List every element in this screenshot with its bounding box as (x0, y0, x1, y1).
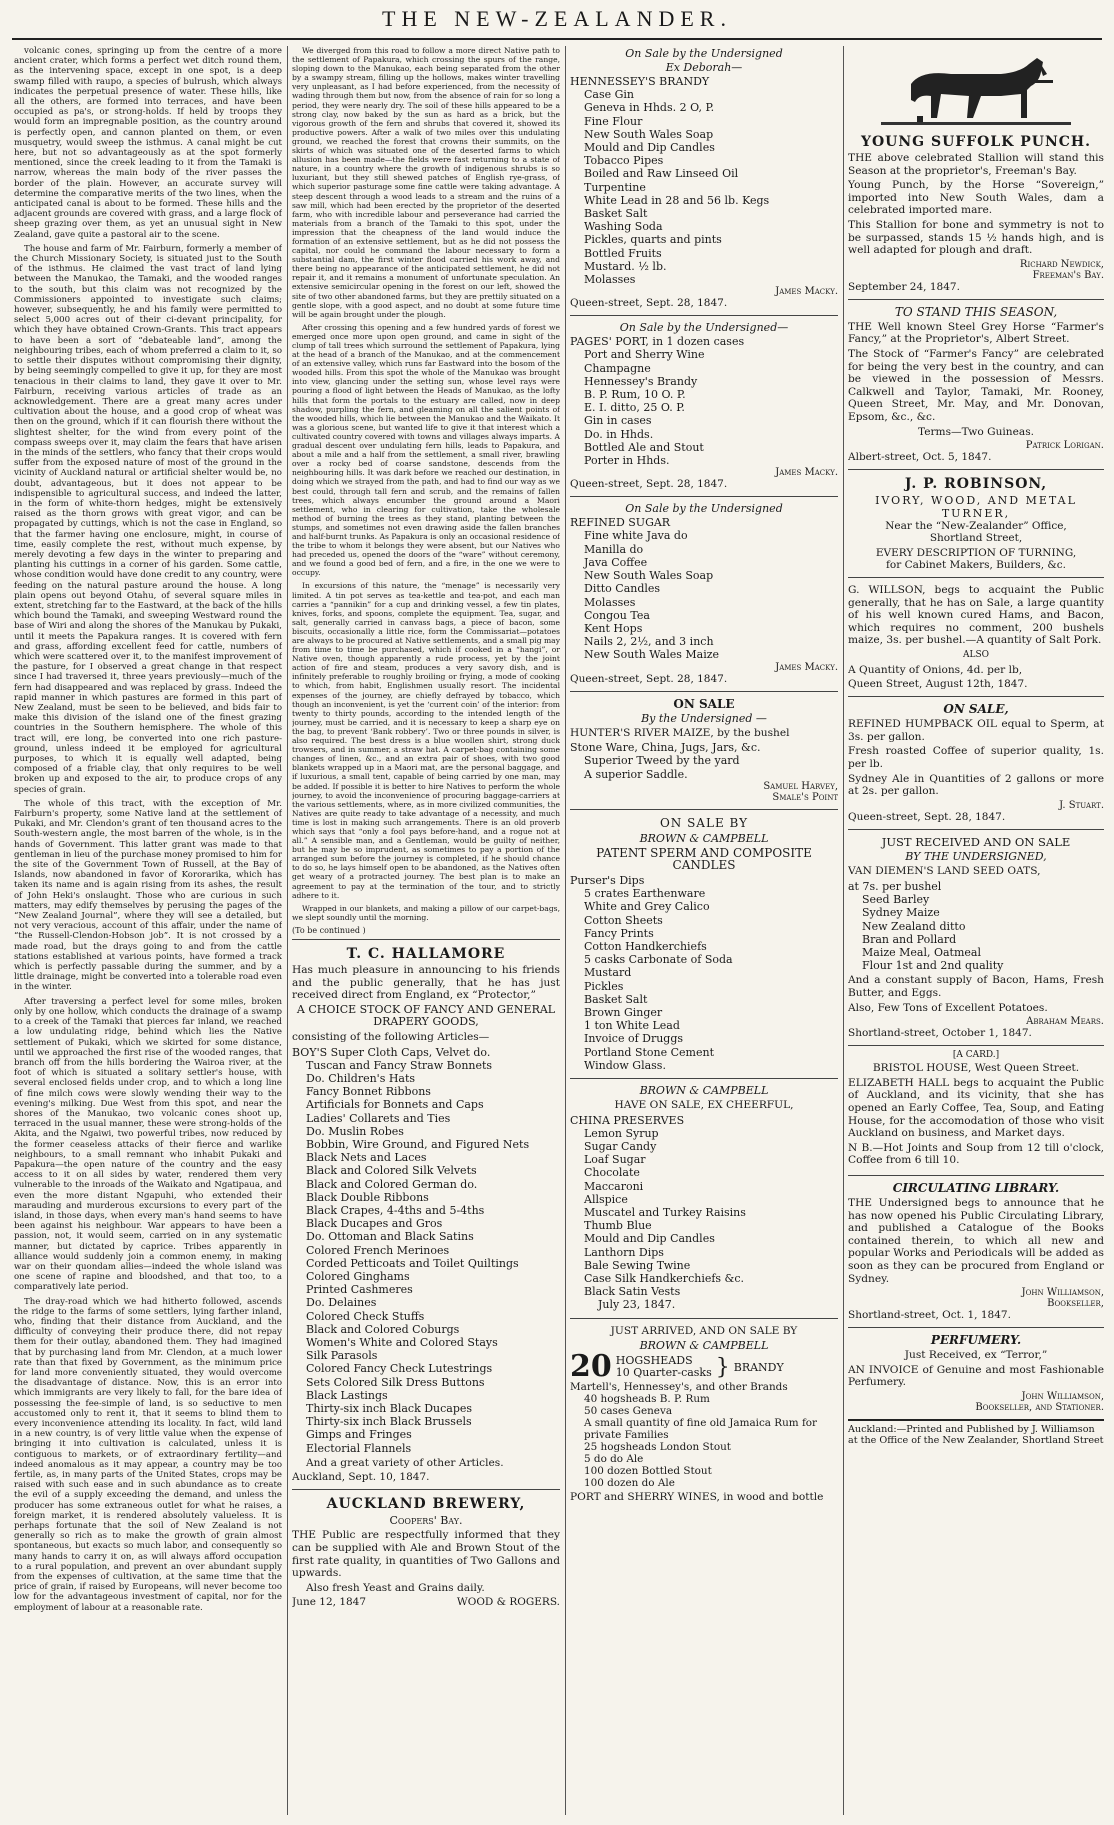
list-item: 25 hogsheads London Stout (584, 1441, 731, 1454)
list-item: Mustard (584, 966, 632, 980)
ad-signature: J. Stuart. (1059, 799, 1104, 811)
list-item: REFINED SUGAR (570, 516, 671, 530)
item-list (570, 335, 838, 467)
list-item: Flour 1st and 2nd quality (862, 959, 1004, 973)
ad-date: Auckland, Sept. 10, 1847. (292, 1471, 430, 1484)
list-item: Case Gin (584, 88, 635, 102)
list-item: HENNESSEY'S BRANDY (570, 75, 710, 88)
list-item: Electorial Flannels (306, 1441, 412, 1455)
list-item: Fine Flour (584, 114, 643, 128)
list-item: Maccaroni (584, 1179, 644, 1193)
list-item: Gimps and Fringes (306, 1428, 412, 1442)
brandy-quantity: 20 (570, 1349, 612, 1385)
brown-campbell-candles-ad (570, 810, 838, 1079)
list-item: 50 cases Geneva (584, 1405, 673, 1418)
ad-signature: John Williamson, (1021, 1390, 1104, 1402)
list-item: Stone Ware, China, Jugs, Jars, &c. (570, 741, 761, 755)
ad-subtitle: BY THE UNDERSIGNED, (905, 850, 1047, 864)
ad-subtitle: By the Undersigned — (641, 711, 767, 725)
ad-signature: John Williamson, (1021, 1287, 1104, 1299)
item-list (570, 516, 838, 661)
ad-line: IVORY, WOOD, AND METAL (875, 494, 1077, 508)
article-paragraph: After traversing a perfect level for some miles, broken only by one hollow, which conducts the drainage of a swamp to a creek of the Tamaki that pierces far inland, we reached a low undulating ridge, behind which lies the Native settlement of Pukaki, which we skirted for some distance, until we approached the first rise of the wooded ranges, that branch off from the hills bordering the Wairoa river, at the foot of which is situated a solitary settler's house, with several enclosed fields under crop, and to which a long line of fine milch cows were slowly wending their way to the evening's milking. Due West from this spot, and near the shores of the Manukao, two volcanic cones shoot up, terraced in the usual manner, these were strong-holds of the Akita, and the Ngaiwi, two powerful tribes, now reduced by the former ceaseless attacks of their fierce and warlike neighbours, to a small remnant who inhabit Pukaki and Papakura—the open nature of the country and the easy access to it on all sides by water, rendered them very vulnerable to the inroads of the Waikato and Ngatipaua, and even the more distant Ngapuhi, who extended their marauding and murderous excursions to every part of the island, in those days, when every man's hand seems to have been against his neighbour. War appears to have been a passion, not, it would seem, carried on in any systematic manner, but dictated by caprice. Tribes apparently in alliance would suddenly join a common enemy, in making war on their quondam allies—indeed the whole island was one scene of rapine and bloodshed, and that too, to a comparatively late period. (14, 996, 282, 1293)
ad-signature: Samuel Harvey, (763, 780, 838, 792)
ad-also: ALSO (962, 650, 990, 661)
ad-date: Queen Street, August 12th, 1847. (848, 678, 1028, 691)
ad-date: Albert-street, Oct. 5, 1847. (848, 451, 992, 464)
list-item: A superior Saddle. (584, 767, 688, 781)
ad-title: AUCKLAND BREWERY, (326, 1496, 526, 1513)
ad-title: T. C. HALLAMORE (346, 946, 506, 962)
ad-body: THE above celebrated Stallion will stand this Season at the proprietor's, Freeman's Bay. (848, 152, 1104, 177)
list-item: Allspice (584, 1192, 628, 1206)
ad-signature: WOOD & ROGERS. (456, 1596, 560, 1609)
ad-yeast: Also fresh Yeast and Grains daily. (306, 1581, 485, 1594)
list-item: Artificials for Bonnets and Caps (306, 1098, 484, 1112)
column-divider (843, 46, 844, 1815)
hallamore-ad (292, 940, 560, 1490)
column-divider (565, 46, 566, 1815)
quarter-casks: 10 Quarter-casks (615, 1366, 712, 1380)
article-paragraph: In excursions of this nature, the “menage” is necessarily very limited. A tin pot serves as tea-kettle and tea-pot, and each man carries a “pannikin” for a cup and drinking vessel, a few tin plates, knives, forks, and spoons, complete the equipment. Tea, sugar, and salt, generally carried in canvass bags, a piece of bacon, some biscuits, occasionally a little rice, form the Commissariat—potatoes are always to be procured at Native settlements, and a small pig may from time to time be purchased, which if cooked in a “hangi”, or Native oven, though apparently a rude process, yet by the joint action of fire and steam, produces a very savory dish, and is infinitely preferable to roughly broiling or frying, a mode of cooking to which, from habit, Englishmen usually resort. The incidental expenses of the journey, are chiefly defrayed by tobacco, which though an inconvenient, is yet the ‘current coin’ of the interior: from twenty to thirty pounds, according to the intended length of the journey, must be carried, and it is necessary to keep a sharp eye on the bag, to prevent ‘Bank robbery’. Two or three pounds in silver, is also required. The best dress is a blue woollen shirt, strong duck trowsers, and in summer, a straw hat. A carpet-bag containing some changes of linen, &c., and an extra pair of shoes, with two good blankets wrapped up in a Maori mat, are the personal baggage, and if luxurious, a small tent, capable of being carried by one man, may be added. If possible it is better to hire Natives to perform the whole journey, to avoid the inconvenience of procuring baggage-carriers at the various settlements, where, as in more civilized communities, the Natives are quite ready to take advantage of a necessity, and much time is lost in making such arrangements. There is an old proverb which says that “only a fool pays before-hand, and a rogue not at all.” A sensible man, and a Gentleman, would be guilty of neither, but he may be so imprudent, as sometimes to pay a portion of the arranged sum before the journey is completed, if he should chance to do so, he lays himself open to be abandoned, as the Natives often get weary of a protracted journey. The best plan is to make an agreement to pay at the termination of the tour, and to strictly adhere to it. (292, 581, 560, 900)
item-list (570, 1114, 838, 1299)
ad-intro: Has much pleasure in announcing to his friends and the public generally, that he has just received direct from England, ex “Protector,” (292, 964, 560, 1002)
list-item: Bale Sewing Twine (584, 1258, 691, 1272)
ad-body: REFINED HUMPBACK OIL equal to Sperm, at 3s. per gallon. (848, 718, 1104, 743)
brown-campbell-brandy-ad (570, 1319, 838, 1512)
ad-body: N B.—Hot Joints and Soup from 12 till o'clock, Coffee from 6 till 10. (848, 1141, 1104, 1167)
list-item: Black Nets and Laces (306, 1151, 427, 1165)
bristol-house-ad (848, 1046, 1104, 1176)
list-item: Bran and Pollard (862, 932, 957, 946)
list-item: at 7s. per bushel (848, 880, 942, 893)
list-item: Geneva in Hhds. 2 O, P. (584, 101, 715, 115)
list-item: Bobbin, Wire Ground, and Figured Nets (306, 1137, 530, 1151)
article-continuation (292, 46, 560, 935)
list-item: PAGES' PORT, in 1 dozen cases (570, 335, 745, 349)
ad-heading: VAN DIEMEN'S LAND SEED OATS, (848, 865, 1041, 878)
list-item: Purser's Dips (570, 873, 645, 887)
ad-consisting: consisting of the following Articles— (292, 1030, 490, 1043)
list-item: Pickles, quarts and pints (584, 233, 722, 247)
ad-subtitle: On Sale by the Undersigned— (619, 321, 789, 335)
list-item: Basket Salt (584, 207, 648, 221)
list-item: Port and Sherry Wine (584, 348, 705, 362)
list-item: Fancy Bonnet Ribbons (306, 1085, 431, 1099)
ad-title: YOUNG SUFFOLK PUNCH. (860, 134, 1092, 150)
list-item: Tobacco Pipes (584, 154, 664, 168)
list-item: Sets Colored Silk Dress Buttons (306, 1375, 485, 1389)
ad-signature: Patrick Lorigan. (1025, 440, 1104, 452)
list-item: Fine white Java do (584, 529, 688, 543)
list-item: Women's White and Colored Stays (306, 1336, 498, 1350)
item-list (570, 1381, 838, 1489)
list-item: Cotton Sheets (584, 913, 663, 927)
article-paragraph: Wrapped in our blankets, and making a pillow of our carpet-bags, we slept soundly until the morning. (292, 903, 560, 922)
list-item: White Lead in 28 and 56 lb. Kegs (584, 193, 770, 207)
ad-signature: James Macky. (775, 661, 838, 673)
ad-title: PERFUMERY. (930, 1333, 1022, 1348)
list-item: Porter in Hhds. (584, 454, 670, 468)
ad-body: Sydney Ale in Quantities of 2 gallons or more at 2s. per gallon. (848, 772, 1104, 798)
ad-title: J. P. ROBINSON, (904, 476, 1048, 493)
article-paragraph: After crossing this opening and a few hundred yards of forest we emerged once more upon open ground, and came in sight of the clump of tall trees which surround the settlement of Papakura, lying at the head of a branch of the Manukao, and at the commencement of an extensive valley, which runs far Eastward into the bosom of the wooded hills. From this spot the whole of the Manukao was brought into view, glancing under the setting sun, whose level rays were pouring a flood of light between the Heads of Manukao, as the lofty hills that form the portals to the estuary are called, now in deep shadow, purpling the fern, and gleaming on all the salient points of the wooded hills, which lie between the Manukao and the Waikato. It was a glorious scene, but wanted life to give it that interest which a cultivated country covered with towns and villages always imparts. A gradual descent over undulating fern hills, leads to Papakura, and about a mile and a half from the settlement, a small river, brawling over a rocky bed of coarse sandstone, descends from the neighbouring hills. It was dark before we reached our destination, in doing which we strayed from the path, and had to find our way as we best could, through tall fern and scrub, and the remains of fallen trees, which always encumber the ground around a Maori settlement, who in clearing for cultivation, take the wholesale method of burning the trees as they stand, planting between the stumps, and sometimes not even drawing aside the fallen branches and half-burnt trunks. As Papakura is only an occasional residence of the tribe to whom it belongs they were absent, but our Natives who had preceded us, opened the doors of the “ware” without ceremony, and we found a good bed of fern, and a fire, in the one we were to occupy. (292, 322, 560, 578)
list-item: Gin in cases (584, 414, 652, 428)
list-item: 5 casks Carbonate of Soda (584, 953, 733, 967)
article-paragraph: volcanic cones, springing up from the centre of a more ancient crater, which forms a perfect wet ditch round them, as the intervening space, except in one spot, is a deep swamp filled with raupo, a species of bulrush, which always indicates the perpetual presence of water. These hills, like all the others, are formed into terraces, and have been occupied as pa's, or strong-holds. If held by troops they would form an impregnable position, as the country around is perfectly open, and cannon planted on them, or even musquetry, would sweep the isthmus. A canal might be cut here, but not so advantageously as at the spot formerly mentioned, since the creek leading to it from the Tamaki is narrow, whereas the main body of the river passes the border of the plain. However, an accurate survey will determine the comparative merits of the two lines, when the anticipated canal is about to be formed. These hills and the adjacent grounds are covered with grass, and a large flock of sheep grazing over them, as yet an unusual sight in New Zealand, gave quite a pastoral air to the scene. (14, 46, 282, 240)
horse-illustration (881, 52, 1071, 130)
list-item: E. I. ditto, 25 O. P. (584, 401, 685, 415)
list-item: Do. Children's Hats (306, 1071, 416, 1085)
ad-date: Shortland-street, October 1, 1847. (848, 1027, 1032, 1040)
ad-signature: James Macky. (775, 286, 838, 298)
ad-closing: And a great variety of other Articles. (306, 1456, 504, 1469)
list-item: Basket Salt (584, 992, 648, 1006)
list-item: Superior Tweed by the yard (584, 754, 740, 768)
list-item: Molasses (584, 595, 636, 609)
list-item: Black Satin Vests (584, 1285, 681, 1299)
ad-subtitle: BROWN & CAMPBELL (639, 1083, 769, 1097)
list-item: Java Coffee (584, 555, 648, 569)
list-item: Congou Tea (584, 608, 650, 622)
ad-title: BRISTOL HOUSE, West Queen Street. (872, 1062, 1080, 1075)
ad-body: Fresh roasted Coffee of superior quality, 1s. per lb. (848, 745, 1104, 771)
list-item: Washing Soda (584, 220, 663, 234)
list-item: Mustard. ½ lb. (584, 259, 667, 273)
list-item: Silk Parasols (306, 1349, 378, 1363)
ad-subtitle: On Sale by the Undersigned (625, 47, 783, 60)
list-item: Black Double Ribbons (306, 1190, 429, 1204)
list-item: Loaf Sugar (584, 1153, 646, 1167)
humpback-oil-ad (848, 697, 1104, 830)
ad-signature: Richard Newdick, (1019, 258, 1104, 270)
list-item: Colored Check Stuffs (306, 1309, 425, 1323)
sugar-ad (570, 497, 838, 691)
list-item: Fancy Prints (584, 926, 654, 940)
brandy-line: 20 HOGSHEADS 10 Quarter-casks } BRANDY (570, 1349, 784, 1385)
list-item: Ladies' Collarets and Ties (306, 1111, 451, 1125)
list-item: 5 do do Ale (584, 1453, 644, 1466)
ad-title: ON SALE (673, 696, 735, 711)
list-item: Chocolate (584, 1166, 640, 1180)
list-item: Champagne (584, 361, 651, 375)
ad-body: The Stock of “Farmer's Fancy” are celebrated for being the very best in the country, and can be viewed in the possession of Messrs. Calkwell and Taylor, Tamaki, Mr. Rooney, Queen Street, Mr. May, and Mr. Donovan, Epsom, &c., &c. (848, 347, 1104, 423)
ad-date: July 23, 1847. (598, 1298, 676, 1312)
ad-subtitle: Ex Deborah— (665, 61, 743, 74)
ad-column-3 (570, 46, 838, 1815)
brandy-label: BRANDY (733, 1360, 784, 1374)
ad-terms: Terms—Two Guineas. (917, 425, 1035, 438)
ad-body: G. WILLSON, begs to acquaint the Public generally, that he has on Sale, a large quantity of his well known cured Hams, and Bacon, which requires no comment, 200 bushels maize, 3s. per bushel.—A quantity of Salt Pork. (848, 584, 1104, 647)
ad-body: HUNTER'S RIVER MAIZE, by the bushel (570, 726, 790, 739)
list-item: Pickles (584, 979, 624, 993)
pages-port-ad (570, 316, 838, 497)
ad-body: THE Public are respectfully informed that they can be supplied with Ale and Brown Stout of the first rate quality, in quantities of Two Gallons and upwards. (292, 1529, 560, 1580)
seed-oats-ad (848, 830, 1104, 1046)
list-item: Lemon Syrup (584, 1126, 659, 1140)
list-item: Mould and Dip Candles (584, 1232, 715, 1246)
ad-closing: PORT and SHERRY WINES, in wood and bottle (570, 1491, 824, 1504)
list-item: Turpentine (584, 180, 646, 194)
list-item: Brown Ginger (584, 1005, 663, 1019)
list-item: Colored Fancy Check Lutestrings (306, 1362, 493, 1376)
ad-body: AN INVOICE of Genuine and most Fashionable Perfumery. (848, 1363, 1104, 1389)
list-item: Bottled Fruits (584, 246, 662, 260)
list-item: Black and Colored Silk Velvets (306, 1164, 477, 1178)
list-item: White and Grey Calico (584, 900, 710, 914)
ad-date: June 12, 1847 (292, 1596, 367, 1609)
item-list (848, 880, 1104, 972)
hogsheads: HOGSHEADS (615, 1354, 693, 1368)
ad-heading: HAVE ON SALE, EX CHEERFUL, (614, 1098, 794, 1111)
item-list (292, 1046, 560, 1455)
list-item: Printed Cashmeres (306, 1283, 413, 1297)
list-item: Mould and Dip Candles (584, 141, 715, 155)
ad-body: Young Punch, by the Horse “Sovereign,” imported into New South Wales, dam a celebrated imported mare. (848, 179, 1104, 217)
ad-role: Bookseller, (1047, 1298, 1104, 1310)
maize-ad (570, 692, 838, 810)
list-item: Sugar Candy (584, 1139, 657, 1153)
list-item: Seed Barley (862, 893, 930, 907)
list-item: Muscatel and Turkey Raisins (584, 1205, 746, 1219)
ad-subtitle: BROWN & CAMPBELL (639, 1339, 769, 1353)
list-item: Boiled and Raw Linseed Oil (584, 167, 739, 181)
list-item: Manilla do (584, 542, 644, 556)
imprint-footer: Auckland:—Printed and Published by J. Williamson at the Office of the New Zealander, Shortland Street (848, 1419, 1104, 1446)
list-item: Thumb Blue (584, 1219, 652, 1233)
ad-role: Bookseller, and Stationer. (975, 1401, 1104, 1413)
list-item: Do. Delaines (306, 1296, 377, 1310)
ad-date: Queen-street, Sept. 28, 1847. (848, 810, 1006, 823)
ad-title: CIRCULATING LIBRARY. (892, 1180, 1060, 1195)
ad-title: TO STAND THIS SEASON, (894, 304, 1058, 319)
ad-subtitle: Coopers' Bay. (389, 1514, 463, 1528)
list-item: New Zealand ditto (862, 919, 966, 933)
ad-date: Queen-street, Sept. 28, 1847. (570, 478, 728, 491)
ad-body: THE Well known Steel Grey Horse “Farmer's Fancy,” at the Proprietor's, Albert Street. (848, 320, 1104, 346)
list-item: Colored Ginghams (306, 1270, 410, 1284)
ad-subtitle: BROWN & CAMPBELL (639, 831, 769, 845)
willson-ad (848, 578, 1104, 697)
ad-subtitle: On Sale by the Undersigned (625, 502, 783, 516)
list-item: Kent Hops (584, 621, 643, 635)
ad-line: TURNER, (941, 507, 1011, 521)
ad-body: Also, Few Tons of Excellent Potatoes. (848, 1001, 1048, 1014)
list-item: Nails 2, 2½, and 3 inch (584, 635, 714, 649)
masthead-rule (12, 38, 1102, 40)
list-item: Martell's, Hennessey's, and other Brands (570, 1381, 788, 1394)
list-item: Cotton Handkerchiefs (584, 939, 707, 953)
masthead: THE NEW-ZEALANDER. (382, 6, 732, 31)
list-item: Corded Petticoats and Toilet Quiltings (306, 1256, 519, 1270)
list-item: Ditto Candles (584, 582, 661, 596)
ad-title: JUST RECEIVED AND ON SALE (881, 834, 1071, 849)
list-item: Portland Stone Cement (584, 1045, 714, 1059)
list-item: Invoice of Druggs (584, 1032, 684, 1046)
article-paragraph: The dray-road which we had hitherto followed, ascends the ridge to the farms of some settlers, lying farther inland, who, finding that their distance from Auckland, and the difficulty of conveying their produce there, did not repay them for their outlay, abandoned them. They had imagined that by purchasing land from Mr. Clendon, at a much lower rate than that fixed by Government, as the minimum price for land more conveniently situated, they would overcome the disadvantage of distance. Now, this is an error into which immigrants are very likely to fall, for the bare idea of possessing the fee-simple of land, is so seductive to men accustomed only to rent it, that it seems to blind them to every inconvenience attending its locality. In fact, wild land in a new country, is of very little value when the expense of bringing it into cultivation is calculated, unless it is contiguous to markets, or of extraordinary fertility—and indeed anomalous as it may appear, a country may be too fertile, as, in many parts of the United States, crops may be raised with such ease and in such abundance as to create the evil of a supply exceeding the demand, and unless the producer has some extraneous outlet for what he raises, a foreign market, it is rendered absolutely valueless. It is perhaps fortunate that the soil of New Zealand is not generally so rich as to make the growth of grain almost spontaneous, but exacts so much labor, and consequently so many hands to carry it on, as will always afford occupation to a rural population, and prevent an over abundant supply from the expenses of cultivation, at the same time that the price of grain, if raised by Europeans, will never become too low for the advantageous investment of capital, nor for the employment of labour at a reasonable rate. (14, 1296, 282, 1613)
ad-date: Queen-street, Sept. 28, 1847. (570, 672, 728, 685)
ad-date: Shortland-street, Oct. 1, 1847. (848, 1309, 1011, 1322)
list-item: Hennessey's Brandy (584, 374, 698, 388)
list-item: Black Ducapes and Gros (306, 1217, 443, 1231)
list-item: Thirty-six inch Black Brussels (306, 1415, 472, 1429)
deborah-ad (570, 47, 838, 316)
item-list (570, 75, 838, 286)
ad-body: ELIZABETH HALL begs to acquaint the Public of Auckland, and its vicinity, that she has opened an Early Coffee, Tea, Soup, and Eating House, for the accomodation of those who visit Auckland on business, and Market days. (848, 1076, 1104, 1140)
column-divider (287, 46, 288, 1815)
list-item: Do. in Hhds. (584, 427, 654, 441)
list-item: Maize Meal, Oatmeal (862, 946, 981, 960)
ad-body: A Quantity of Onions, 4d. per lb, (848, 663, 1023, 676)
article-paragraph: We diverged from this road to follow a more direct Native path to the settlement of Papakura, which crossing the spurs of the range, sloping down to the Manukao, each being separated from the other by a swampy stream, filling up the hollows, makes winter travelling very unpleasant, as I had before experienced, from the necessity of wading through them but now, from the absence of rain for so long a period, they were nearly dry. The soil of these hills appeared to be a strong clay, now baked by the sun as hard as a brick, but the vigorous growth of the fern and shrubs that covered it, showed its productive powers. After a walk of two miles over this undulating ground, we reached the forest that crowns their summits, on the skirts of which was situated one of the deserted farms to which allusion has been made—the fields were fast returning to a state of nature, in a country where the growth of indigenous shrubs is so luxuriant, but they still shewed patches of English rye-grass, of which superior pasturage some fine cattle were taking advantage. A steep descent through a wood leads to a stream and the ruins of a saw mill, which had been erected by the proprietor of the deserted farm, who with incredible labour and perseverance had carried the materials from a branch of the Tamaki to this spot, under the impression that the cheapness of the land would induce the formation of an extensive settlement, but as he did not possess the capital, nor could he command the labour necessary to form a substantial dam, the first winter flood carried his work away, and there being no appearance of the anticipated settlement, he did not repair it, and it remains a monument of unfortunate speculation. An extensive semicircular opening in the forest on our left, showed the site of two other abandoned farms, but they are prettily situated on a gentle slope, with a good aspect, and no doubt at some future time will be again brought under the plough. (292, 46, 560, 319)
ad-column-4 (848, 46, 1104, 1815)
ad-signature: Abraham Mears. (1026, 1016, 1104, 1028)
list-item: Do. Ottoman and Black Satins (306, 1230, 474, 1244)
to-be-continued: (To be continued ) (292, 925, 366, 935)
ad-body: And a constant supply of Bacon, Hams, Fresh Butter, and Eggs. (848, 974, 1104, 1000)
list-item: Black and Colored German do. (306, 1177, 478, 1191)
item-list (570, 741, 838, 781)
article-column-2 (292, 46, 560, 1815)
ad-line: EVERY DESCRIPTION OF TURNING, (875, 547, 1077, 560)
ad-line: Near the “New-Zealander” Office, (885, 520, 1067, 533)
list-item: New South Wales Maize (584, 648, 720, 662)
brown-campbell-cheerful-ad (570, 1079, 838, 1319)
article-paragraph: The house and farm of Mr. Fairburn, formerly a member of the Church Missionary Society, is situated just to the South of the isthmus. He claimed the vast tract of land lying between the Manukao, the Tamaki, and the wooded ranges to the south, but this claim was not recognized by the Commissioners appointed to investigate such claims; however, subsequently, he and his family were permitted to select 5,000 acres out of their ci-devant principality, for which they have obtained Crown-Grants. This tract appears to have been a sort of “debateable land”, among the neighbouring tribes, each of whom preferred a claim to it, so to settle their disputes without compromising their dignity, by being seemingly compelled to give it up, for they are most tenacious in their claims to land, they gave it over to Mr. Fairburn, receiving various articles of trade as an acknowledgement. There are a great many acres under cultivation about the house, and a good crop of wheat was then on the ground, which if it can flourish there without the slightest shelter, for the wind from every point of the compass sweeps over it, may claim the fears that have arisen in the minds of the settlers, who fancy that their crops would suffer from the exposed nature of most of the ground in the vicinity of Auckland natural or artificial shelter would be, no doubt, advantageous, but it does not appear to be indispensible to agricultural success, and indeed the latter, in the form of white-thorn hedges, might be extensively raised as the thorn grows with great vigor, and can be propagated by cuttings, which is not the case in England, so that the farmer having one enclosure, might, in course of time, easily complete the rest, without much expense, by merely devoting a few days in the winter to preparing and planting his cuttings in a corner of his garden. Some cattle, whose condition would have done credit to any country, were feeding on the natural pasture around the house. A long plain opens out beyond Otahu, of several square miles in extent, stretching far to the Eastward, at the back of the hills which bound the Tamaki, and sweeping Westward round the base of Wiri and along the shores of the Manukau by Pukaki, until it meets the Papakura ranges. It is covered with fern and grass, affording excellent feed for cattle, numbers of which were scattered over it, to the manifest improvement of the pasture, for I observed a great change in that respect since I had traversed it, three years previously—much of the fern had disappeared and was replaced by grass. Indeed the rapid manner in which pastures are formed in this part of New Zealand, must be seen to be believed, and bids fair to make this division of the island one of the finest grazing countries in the Southern hemisphere. The whole of this tract will, ere long, be converted into one rich pasture-ground, unless indeed it be employed for agricultural purposes, to which it is equally well adapted, being composed of a friable clay, that only requires to be well broken up and exposed to the air, to produce crops of any species of grain. (14, 243, 282, 795)
ad-heading: PATENT SPERM AND COMPOSITE CANDLES (596, 845, 812, 873)
list-item: 100 dozen Bottled Stout (584, 1465, 712, 1478)
ad-title: JUST ARRIVED, AND ON SALE BY (610, 1324, 798, 1337)
list-item: New South Wales Soap (584, 569, 714, 583)
article-column-1 (14, 46, 282, 1815)
perfumery-ad (848, 1328, 1104, 1419)
list-item: Thirty-six inch Black Ducapes (306, 1402, 473, 1416)
ad-body: This Stallion for bone and symmetry is not to be surpassed, stands 15 ½ hands high, and is well adapted for plough and draft. (848, 218, 1104, 257)
article-paragraph: The whole of this tract, with the exception of Mr. Fairburn's property, some Native land at the settlement of Pukaki, and Mr. Clendon's grant of ten thousand acres to the South-western angle, the most barren of the whole, is in the hands of Government. This latter grant was made to that gentleman in lieu of the purchase money promised to him for the site of the Government Town of Russell, at the Bay of Islands, now abandoned in favor of Kororarika, which has taken its name and is again rising from its ashes, the result of John Heki's onslaught. Those who are curious in such matters, may edify themselves by perusing the pages of the “New Zealand Journal”, where they will see a detailed, but not very veracious, account of this affair, under the name of “the Russell-Clendon-Hobson job”. It is not crossed by a made road, but the drays going to and from the cattle stations established at various points, have formed a track which is perfectly passable during the summer, and by a little drainage, might be converted into a tolerable road even in the winter. (14, 798, 282, 993)
list-item: 100 dozen do Ale (584, 1477, 675, 1490)
ad-title: ON SALE BY (659, 815, 749, 830)
ad-title: ON SALE, (943, 702, 1009, 717)
list-item: A small quantity of fine old Jamaica Rum for private Families (584, 1417, 818, 1442)
list-item: Bottled Ale and Stout (584, 440, 704, 454)
ad-signature: James Macky. (775, 467, 838, 479)
list-item: New South Wales Soap (584, 127, 714, 141)
list-item: Black Lastings (306, 1388, 388, 1402)
list-item: Window Glass. (584, 1058, 666, 1072)
list-item: Lanthorn Dips (584, 1245, 664, 1259)
brewery-ad (292, 1490, 560, 1614)
list-item: B. P. Rum, 10 O. P. (584, 388, 686, 402)
list-item: 5 crates Earthenware (584, 887, 706, 901)
list-item: Molasses (584, 273, 636, 287)
list-item: 40 hogsheads B. P. Rum (584, 1393, 710, 1406)
suffolk-ad (848, 52, 1104, 300)
list-item: Black Crapes, 4-4ths and 5-4ths (306, 1204, 485, 1217)
list-item: Sydney Maize (862, 906, 940, 920)
list-item: Do. Muslin Robes (306, 1124, 404, 1138)
ad-date: Queen-street, Sept. 28, 1847. (570, 297, 728, 310)
list-item: Case Silk Handkerchiefs &c. (584, 1271, 745, 1285)
library-ad (848, 1176, 1104, 1328)
ad-line: for Cabinet Makers, Builders, &c. (886, 559, 1066, 572)
ad-line: Shortland Street, (929, 532, 1023, 545)
ad-subtitle: Just Received, ex “Terror,” (904, 1349, 1048, 1362)
stand-season-ad (848, 300, 1104, 470)
list-item: CHINA PRESERVES (570, 1113, 685, 1127)
ad-date: September 24, 1847. (848, 280, 960, 293)
list-item: Black and Colored Coburgs (306, 1322, 460, 1336)
ad-card: [A CARD.] (952, 1050, 1000, 1061)
robinson-ad (848, 470, 1104, 578)
ad-heading: A CHOICE STOCK OF FANCY AND GENERAL DRAPERY GOODS, (296, 1002, 556, 1029)
ad-body: THE Undersigned begs to announce that he has now opened his Public Circulating Library, and published a Catalogue of the Books contained therein, to which all new and popular Works and Periodicals will be added as soon as they can be procured from England or Sydney. (848, 1196, 1104, 1285)
list-item: BOY'S Super Cloth Caps, Velvet do. (292, 1045, 491, 1059)
ad-place: Smale's Point (772, 791, 838, 803)
list-item: Tuscan and Fancy Straw Bonnets (306, 1058, 493, 1072)
list-item: 1 ton White Lead (584, 1019, 680, 1033)
list-item: Colored French Merinoes (306, 1243, 450, 1257)
item-list (570, 874, 838, 1072)
ad-place: Freeman's Bay. (1032, 269, 1104, 281)
